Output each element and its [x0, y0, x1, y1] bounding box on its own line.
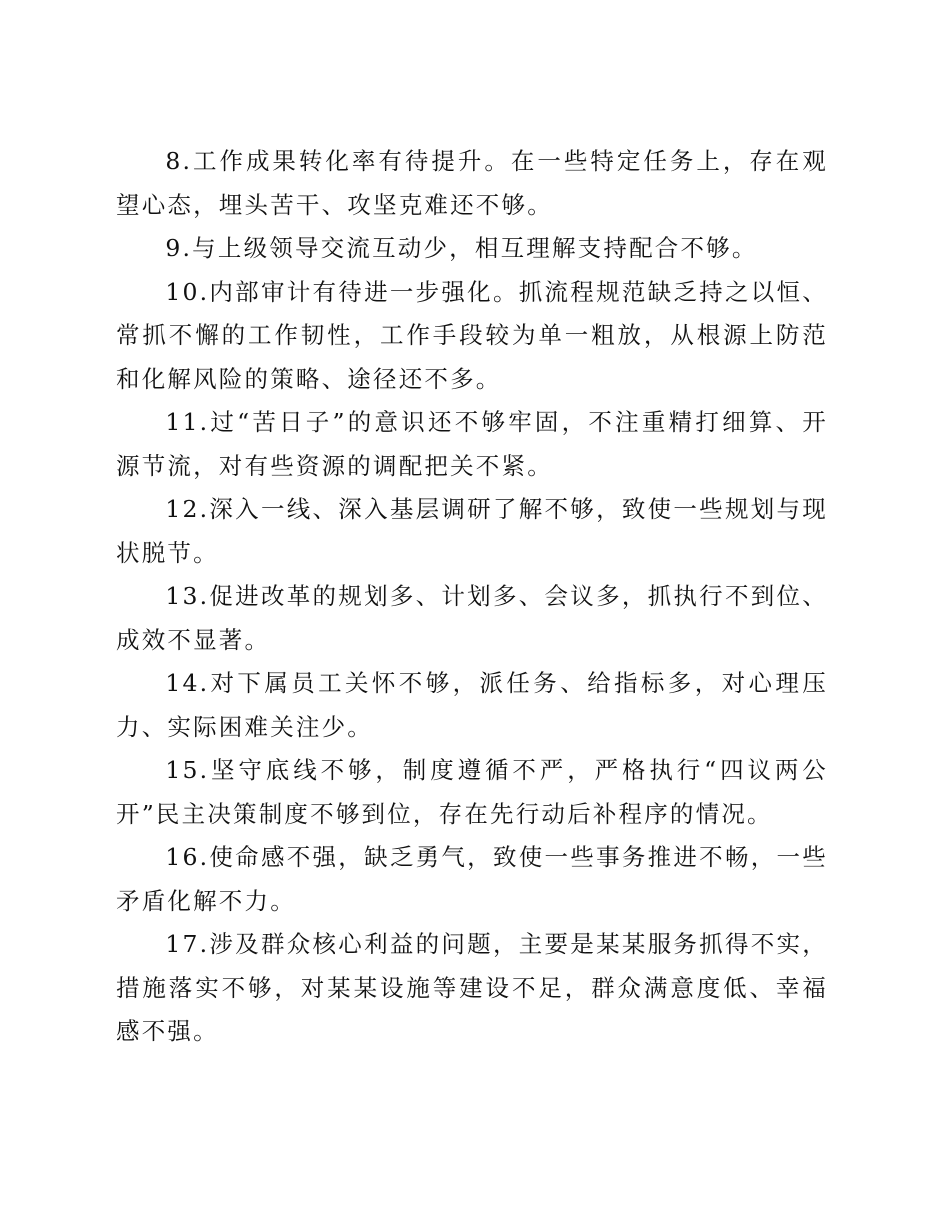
- paragraph-item-12: 12.深入一线、深入基层调研了解不够，致使一些规划与现状脱节。: [116, 495, 828, 567]
- paragraph-item-10: 10.内部审计有待进一步强化。抓流程规范缺乏持之以恒、常抓不懈的工作韧性，工作手段较为单一粗放，从根源上防范和化解风险的策略、途径还不多。: [116, 277, 828, 393]
- paragraph-item-11: 11.过“苦日子”的意识还不够牢固，不注重精打细算、开源节流，对有些资源的调配把关不紧。: [116, 408, 828, 480]
- paragraph-item-13: 13.促进改革的规划多、计划多、会议多，抓执行不到位、成效不显著。: [116, 582, 828, 654]
- paragraph-item-14: 14.对下属员工关怀不够，派任务、给指标多，对心理压力、实际困难关注少。: [116, 669, 828, 741]
- paragraph-item-15: 15.坚守底线不够，制度遵循不严，严格执行“四议两公开”民主决策制度不够到位，存在先行动后补程序的情况。: [116, 756, 828, 828]
- paragraph-item-16: 16.使命感不强，缺乏勇气，致使一些事务推进不畅，一些矛盾化解不力。: [116, 843, 828, 915]
- paragraph-item-9: 9.与上级领导交流互动少，相互理解支持配合不够。: [165, 234, 758, 262]
- paragraph-item-8: 8.工作成果转化率有待提升。在一些特定任务上，存在观望心态，埋头苦干、攻坚克难还不够。: [116, 147, 828, 219]
- paragraph-item-17: 17.涉及群众核心利益的问题，主要是某某服务抓得不实，措施落实不够，对某某设施等建设不足，群众满意度低、幸福感不强。: [116, 930, 828, 1045]
- document-body: [116, 140, 828, 1054]
